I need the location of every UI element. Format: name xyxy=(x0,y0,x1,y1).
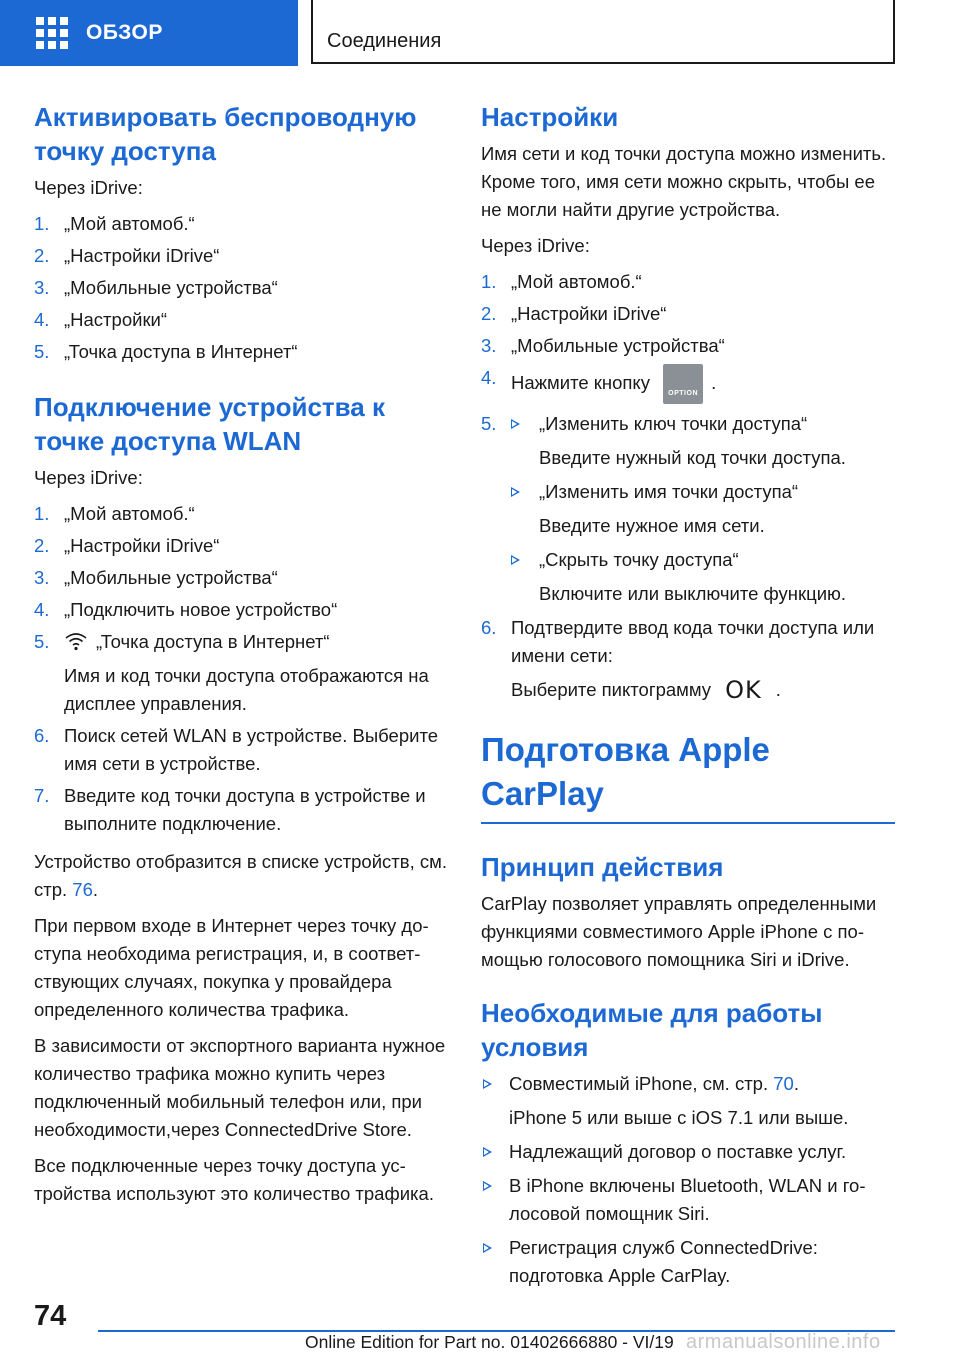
list-item: 3. „Мобильные устройства“ xyxy=(34,277,278,298)
list-item: 1. „Мой автомоб.“ xyxy=(34,213,195,234)
list-item: 1. „Мой автомоб.“ xyxy=(481,271,642,292)
list-item: „Скрыть точку доступа“ Включите или выключите функцию. xyxy=(481,546,895,608)
heading-requirements: Необходимые для работы условия xyxy=(481,998,823,1062)
list-item: 2. „Настройки iDrive“ xyxy=(34,535,220,556)
bullet-triangle-icon xyxy=(511,487,520,497)
list-item: 7. Введите код точки доступа в устройстве и выполните подключение. xyxy=(34,785,426,834)
paragraph-settings: Имя сети и код точки доступа можно изменить. Кроме того, имя сети можно скрыть, чтобы ее не могли найти другие устройства. xyxy=(481,143,887,220)
bullet-triangle-icon xyxy=(511,419,520,429)
page-number: 74 xyxy=(34,1300,67,1332)
list-item: Совместимый iPhone, см. стр. 70. iPhone 5 или выше с iOS 7.1 или выше. xyxy=(481,1070,895,1132)
grid-icon xyxy=(36,17,68,49)
steps-settings xyxy=(481,268,895,704)
hotspot-options-list xyxy=(481,410,895,608)
list-item: 2. „Настройки iDrive“ xyxy=(481,303,667,324)
paragraph-principle: CarPlay позволяет управлять определенными функциями совместимого Apple iPhone с помощью голосового помощника Siri и iDrive. xyxy=(481,893,877,970)
list-item: 5. „Изменить ключ точки доступа“ Введите нужный код точки доступа. „Изменить имя точки доступа“ Введите нужное имя сети. „Скрыть точку доступа“ Включите или выключите функцию. xyxy=(481,410,895,608)
ok-icon: OK xyxy=(725,676,762,704)
step-detail: Имя и код точки доступа отображаются на дисплее управления. xyxy=(64,665,429,714)
list-item: В iPhone включены Bluetooth, WLAN и голосовой помощник Siri. xyxy=(481,1172,895,1228)
list-item: 5. „Точка доступа в Интернет“ xyxy=(34,341,298,362)
heading-apple-carplay: Подготовка Apple CarPlay xyxy=(481,728,895,824)
list-item: 4. „Настройки“ xyxy=(34,309,168,330)
edition-text: Online Edition for Part no. 01402666880 - VI/19 xyxy=(305,1332,674,1352)
right-column xyxy=(481,100,895,1296)
heading-settings: Настройки xyxy=(481,102,619,132)
paragraph-shared-traffic: Все подключенные через точку доступа устройства используют это количество трафика. xyxy=(34,1155,434,1204)
watermark: armanualsonline.info xyxy=(686,1331,881,1353)
list-item: „Изменить ключ точки доступа“ Введите нужный код точки доступа. xyxy=(481,410,895,472)
heading-connect-device: Подключение устройства к точке доступа WLAN xyxy=(34,392,385,456)
overview-tab[interactable] xyxy=(0,0,298,66)
list-item: 1. „Мой автомоб.“ xyxy=(34,503,195,524)
list-item: 5. „Точка доступа в Интернет“ Имя и код точки доступа отображаются на дисплее управления. xyxy=(34,628,450,718)
intro-text: Через iDrive: xyxy=(34,467,143,488)
steps-activate-hotspot xyxy=(34,210,450,366)
option-button-icon: OPTION xyxy=(663,364,703,404)
step-detail: Выберите пиктограмму OK . xyxy=(511,676,781,704)
bullet-triangle-icon xyxy=(483,1147,492,1157)
bullet-triangle-icon xyxy=(483,1243,492,1253)
page-link-70[interactable]: 70 xyxy=(773,1073,794,1094)
list-item: 6. Подтвердите ввод кода точки доступа или имени сети: Выберите пиктограмму OK . xyxy=(481,614,895,704)
intro-text: Через iDrive: xyxy=(34,177,143,198)
paragraph-first-login: При первом входе в Интернет через точку доступа необходима регистрация, и, в соответствующих случаях, покупка у провайдера определенного количества трафика. xyxy=(34,915,429,1020)
list-item: 3. „Мобильные устройства“ xyxy=(34,567,278,588)
bullet-triangle-icon xyxy=(483,1181,492,1191)
list-item: 4. Нажмите кнопку OPTION . xyxy=(481,364,895,404)
list-item: Надлежащий договор о поставке услуг. xyxy=(481,1138,895,1166)
paragraph-export-variant: В зависимости от экспортного варианта нужное количество трафика можно купить через подключенный мобильный телефон или, при необходимости,через ConnectedDrive Store. xyxy=(34,1035,446,1140)
overview-tab-label: ОБЗОР xyxy=(86,21,163,44)
intro-text: Через iDrive: xyxy=(481,235,590,256)
heading-activate-hotspot: Активировать беспроводную точку доступа xyxy=(34,102,417,166)
bullet-triangle-icon xyxy=(511,555,520,565)
list-item: 6. Поиск сетей WLAN в устройстве. Выберите имя сети в устройстве. xyxy=(34,725,438,774)
page-header xyxy=(0,0,960,66)
section-title: Соединения xyxy=(311,0,895,64)
requirements-list xyxy=(481,1070,895,1290)
page-footer xyxy=(0,1300,960,1362)
list-item: 3. „Мобильные устройства“ xyxy=(481,335,725,356)
bullet-triangle-icon xyxy=(483,1079,492,1089)
list-item: „Изменить имя точки доступа“ Введите нужное имя сети. xyxy=(481,478,895,540)
list-item: Регистрация служб ConnectedDrive: подготовка Apple CarPlay. xyxy=(481,1234,895,1290)
list-item: 2. „Настройки iDrive“ xyxy=(34,245,220,266)
steps-connect-device xyxy=(34,500,450,838)
left-column xyxy=(34,100,450,1216)
wifi-icon xyxy=(64,631,88,651)
device-list-note: Устройство отобразится в списке устройств, см. стр. 76. xyxy=(34,851,447,900)
page-link-76[interactable]: 76 xyxy=(72,879,93,900)
list-item: 4. „Подключить новое устройство“ xyxy=(34,599,338,620)
heading-principle: Принцип действия xyxy=(481,852,724,882)
